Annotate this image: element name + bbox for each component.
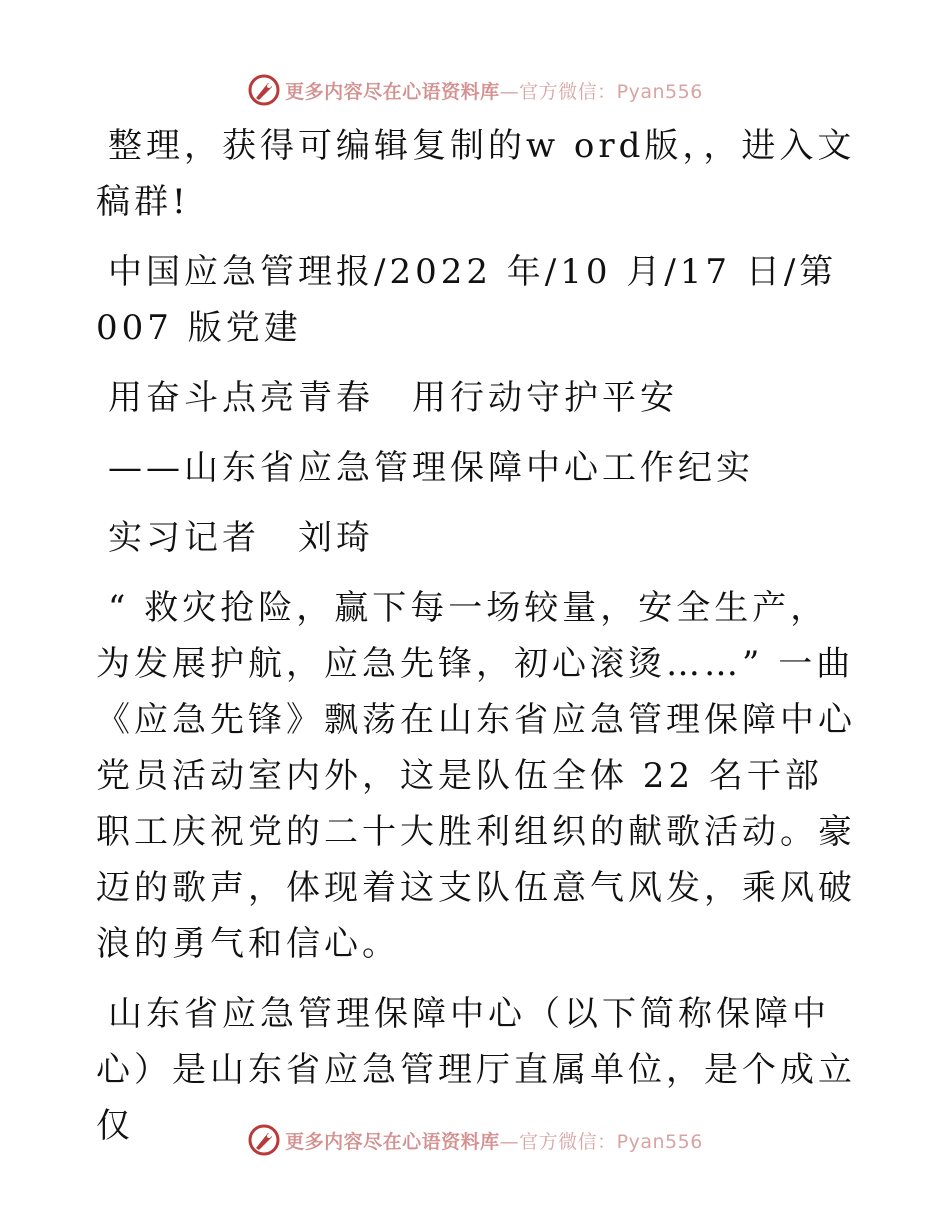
header-watermark-text — [285, 77, 703, 104]
byline: 实习记者 刘琦 — [108, 518, 374, 558]
header-separator: — — [499, 80, 520, 103]
pen-nib-circle-icon — [247, 1123, 281, 1157]
source-line: 中国应急管理报/2022 年/10 月/17 日/第 007 版党建 — [96, 252, 838, 348]
footer-watermark-text — [285, 1127, 703, 1154]
intro-paragraph: 整理，获得可编辑复制的w ord版，，进入文稿群! — [96, 126, 856, 222]
footer-brand-text: 更多内容尽在心语资料库 — [285, 1130, 500, 1153]
footer-separator: — — [499, 1130, 520, 1153]
header-wechat-text: 官方微信：Pyan556 — [519, 80, 703, 103]
body-paragraph-2: 山东省应急管理保障中心（以下简称保障中心）是山东省应急管理厅直属单位，是个成立仅 — [96, 994, 856, 1146]
pen-nib-circle-icon — [247, 73, 281, 107]
article-title: 用奋斗点亮青春 用行动守护平安 — [108, 378, 678, 418]
body-paragraph-1: “ 救灾抢险，赢下每一场较量，安全生产，为发展护航，应急先锋，初心滚烫……” 一曲《应急先锋》飘荡在山东省应急管理保障中心党员活动室内外，这是队伍全体 22 名干部职工庆祝党的二十大胜利组织的献歌活动。豪迈的歌声，体现着这支队伍意气风发，乘风破浪的勇气和信心。 — [96, 588, 856, 964]
footer-watermark-banner — [0, 1120, 950, 1160]
header-watermark-banner — [0, 70, 950, 110]
document-body — [96, 118, 856, 1168]
header-brand-text: 更多内容尽在心语资料库 — [285, 80, 500, 103]
article-subtitle: ——山东省应急管理保障中心工作纪实 — [108, 448, 754, 488]
footer-wechat-text: 官方微信：Pyan556 — [519, 1130, 703, 1153]
